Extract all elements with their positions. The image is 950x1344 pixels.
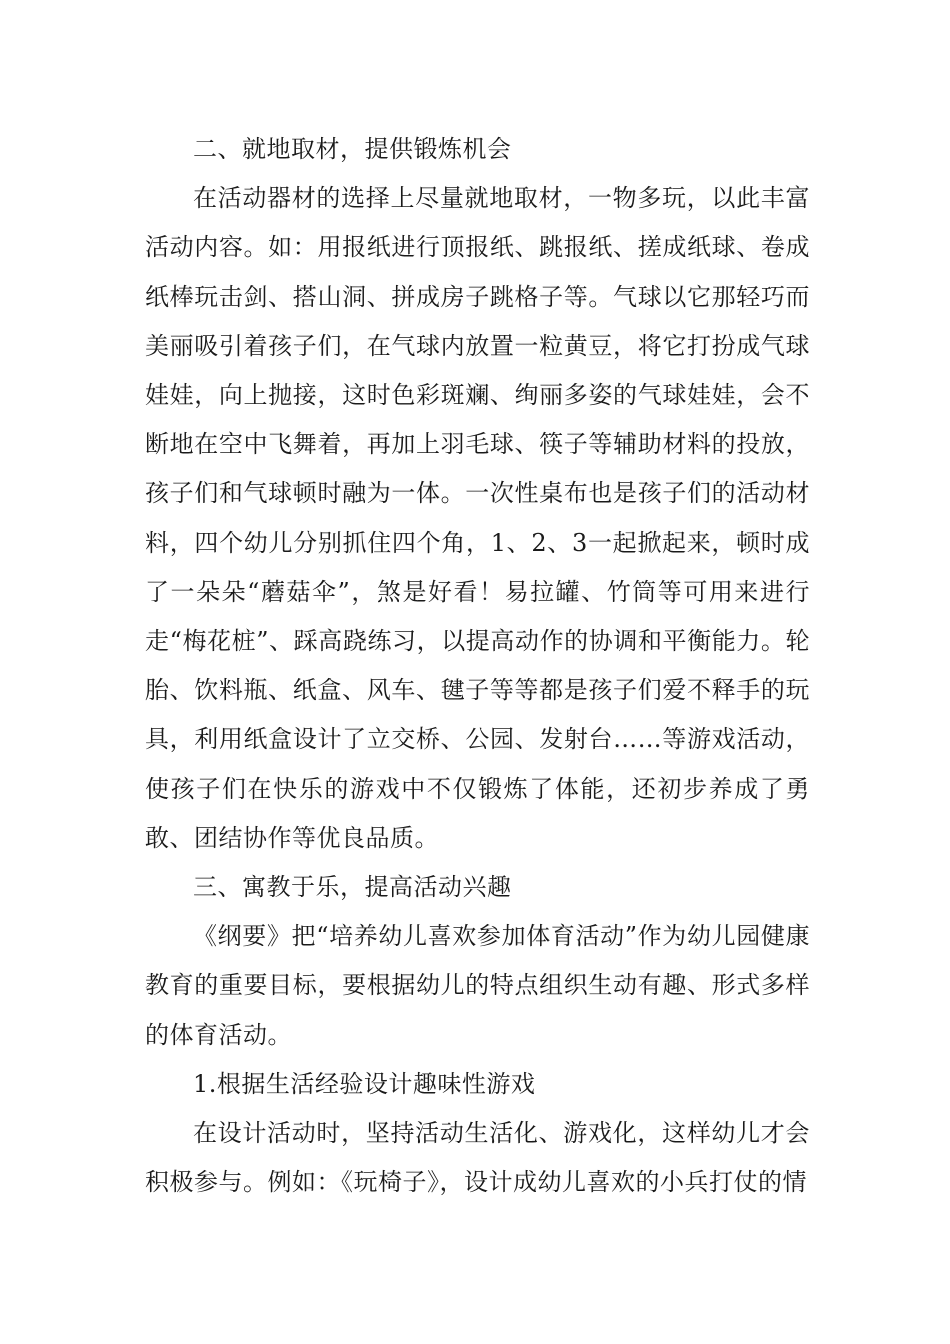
subsection-heading-1: 1.根据生活经验设计趣味性游戏 xyxy=(193,1069,536,1098)
body-paragraph: 在设计活动时，坚持活动生活化、游戏化，这样幼儿才会积极参与。例如：《玩椅子》，设计成幼儿喜欢的小兵打仗的情 xyxy=(145,1119,810,1197)
document-body xyxy=(145,125,810,1207)
body-paragraph: 《纲要》把“培养幼儿喜欢参加体育活动”作为幼儿园健康教育的重要目标，要根据幼儿的特点组织生动有趣、形式多样的体育活动。 xyxy=(145,922,810,1049)
section-heading-2: 二、就地取材，提供锻炼机会 xyxy=(193,135,512,163)
body-paragraph: 在活动器材的选择上尽量就地取材，一物多玩，以此丰富活动内容。如：用报纸进行顶报纸、跳报纸、搓成纸球、卷成纸棒玩击剑、搭山洞、拼成房子跳格子等。气球以它那轻巧而美丽吸引着孩子们，在气球内放置一粒黄豆，将它打扮成气球娃娃，向上抛接，这时色彩斑斓、绚丽多姿的气球娃娃，会不断地在空中飞舞着，再加上羽毛球、筷子等辅助材料的投放，孩子们和气球顿时融为一体。一次性桌布也是孩子们的活动材料，四个幼儿分别抓住四个角，1、2、3一起掀起来，顿时成了一朵朵“蘑菇伞”，煞是好看！易拉罐、竹筒等可用来进行走“梅花桩”、踩高跷练习，以提高动作的协调和平衡能力。轮胎、饮料瓶、纸盒、风车、毽子等等都是孩子们爱不释手的玩具，利用纸盒设计了立交桥、公园、发射台……等游戏活动，使孩子们在快乐的游戏中不仅锻炼了体能，还初步养成了勇敢、团结协作等优良品质。 xyxy=(145,184,810,852)
section-heading-3: 三、寓教于乐，提高活动兴趣 xyxy=(193,873,512,902)
